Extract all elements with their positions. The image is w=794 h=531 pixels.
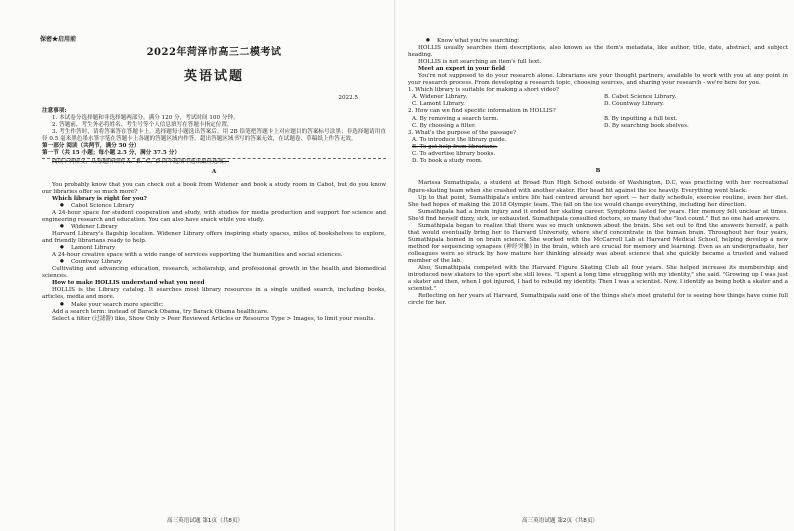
passage-b-para-4: Sumathipala began to realize that there was so much unknown about the brain. She set out to find the answers herself, a path that would eventually bring her to Harvard University, where she'd concentrate in the human brain. Throughout her four years, Sumathipala homed in on brain science. She worked with the McCarroll Lab at Harvard Medical School, helping develop a new method for sequencing synapses (神经突触) in the brain, which are crucial for memory and learning. Even as an undergraduate, her colleagues were so struck by how mature her thinking already was about science that she quickly became a trusted and valued member of the lab. [408, 222, 788, 264]
q3-option-c: C. To advertise library books. [412, 150, 496, 157]
q1-option-c: C. Lamont Library. [412, 101, 465, 108]
q3-option-d: D. To book a study room. [412, 157, 483, 164]
exam-date: 2022.5 [338, 95, 358, 102]
subject-title: 英语试题 [183, 69, 244, 85]
page-divider [394, 0, 395, 531]
notes-heading: 注意事项: [42, 107, 67, 114]
q2-option-c: C. By choosing a filter. [412, 122, 476, 129]
heading-which-library: Which library is right for you? [52, 195, 147, 202]
library-desc-lamont: A 24-hour creative space with a wide range of services supporting the humanities and social sciences. [52, 252, 343, 259]
library-name-cabot: ● Cabot Science Library [42, 203, 386, 210]
tip-specific: ● Make your search more specific: [42, 302, 386, 309]
q3-option-b: B. To get help from librarians. [412, 143, 498, 150]
passage-b-para-1: Marissa Sumathipala, a student at Broad Run High School outside of Washington, D.C, was practicing with her recreational figure-skating team when she crashed with another skater. Her head hit against the ice heavily. Everything went black. [408, 180, 788, 194]
page-2-footer: 高三英语试题 第2页（共8页） [521, 518, 599, 524]
library-desc-widener: Harvard Library's flagship location. Widener Library offers inspiring study spaces, miles of bookshelves to explore, and friendly librarians ready to help. [42, 231, 386, 245]
passage-b-para-6: Reflecting on her years at Harvard, Sumathipala said one of the things she's most grateful for is seeing how things have come full circle for her. [408, 293, 788, 307]
part-1-heading: 第一部分 阅读（共两节，满分 50 分） [42, 142, 140, 149]
question-2-options [408, 116, 788, 130]
tip-specific-body: Add a search term: instead of Barack Obama, try Barack Obama healthcare. [52, 308, 269, 315]
tip-know: ● Know what you're searching: [408, 38, 788, 45]
heading-hollis: How to make HOLLIS understand what you need [52, 280, 205, 287]
page-1-footer: 高三英语试题 第1页（共8页） [166, 518, 244, 524]
note-2: 2. 答题前，考生务必将姓名、考生号等个人信息填写在答题卡指定位置。 [52, 121, 233, 128]
q1-option-b: B. Cabot Science Library. [604, 94, 677, 101]
section-1-heading: 第一节（共 15 小题；每小题 2.5 分，满分 37.5 分） [42, 149, 180, 156]
note-1: 1. 本试卷分选择题和非选择题两部分。满分 120 分，考试时间 100 分钟。 [52, 114, 239, 121]
library-desc-countway: Cultivating and advancing education, research, scholarship, and professional growth in the health and biomedical sciences. [42, 266, 386, 280]
note-3: 3. 考生作答时，请将答案答在答题卡上。选择题每小题选出答案后，用 2B 铅笔把答题卡上对应题目的答案标号涂黑；非选择题请用直径 0.5 毫米黑色墨水签字笔在答题卡上各题的答题区域内作答。超出答题区域书写的答案无效，在试题卷、草稿纸上作答无效。 [42, 128, 386, 142]
page-2 [398, 0, 794, 531]
library-name-lamont: ● Lamont Library [42, 245, 386, 252]
meet-expert-body: You're not supposed to do your research alone. Librarians are your thought partners, available to work with you at any point in your research process. From developing a research topic, choosing sources, and sharing your research - we're here for you. [408, 73, 788, 87]
library-desc-cabot: A 24-hour space for student cooperation and study, with studios for media production and support for science and engineering research and education. You can also have snack while you study. [42, 209, 386, 223]
library-name-widener: ● Widener Library [42, 224, 386, 231]
passage-b-label: B [595, 167, 601, 174]
question-1: 1. Which library is suitable for making a short video? [408, 87, 559, 94]
q1-option-d: D. Countway Library. [604, 101, 664, 108]
question-3: 3. What's the purpose of the passage? [408, 129, 516, 136]
q2-option-a: A. By removing a search term. [412, 115, 499, 122]
heading-meet-expert: Meet an expert in your field [418, 66, 506, 73]
passage-b-para-3: Sumathipala had a brain injury and it ended her skating career. Symptoms lasted for years. Her memory felt unclear at times. She'd find herself dizzy, sick, or exhausted. Sumathipala consulted doctors, so many that she "lost count." But no one had answers. [408, 208, 788, 222]
passage-b-para-2: Up to that point, Sumathipala's entire life had centred around her sport — her daily schedule, exercise routine, even her diet. She had hopes of making the 2018 Olympic team. The fall on the ice would change everything, including her direction. [408, 194, 788, 208]
exam-title: 2022年菏泽市高三二模考试 [146, 47, 282, 59]
q1-option-a: A. Widener Library. [412, 94, 468, 101]
library-name-countway: ● Countway Library [42, 259, 386, 266]
tip-specific-body-2: Select a filter (过滤器) like, Show Only > Peer Reviewed Articles or Resource Type > Images, to limit your results. [52, 315, 376, 322]
page-1 [0, 0, 392, 531]
q3-option-a: A. To introduce the library guide. [412, 136, 507, 143]
passage-a-label: A [211, 169, 217, 176]
q2-option-d: D. By searching book shelves. [604, 122, 689, 129]
question-1-options [408, 94, 788, 108]
hollis-intro: HOLLIS is the Library catalog. It searches most library resources in a single unified search, including books, articles, media and more. [42, 287, 386, 301]
confidential-mark: 保密★启用前 [40, 36, 77, 43]
tip-know-body: HOLLIS usually searches item descriptions, also known as the item's metadata, like author, title, date, abstract, and subject heading. [408, 45, 788, 59]
q2-option-b: B. By inputting a full text. [604, 115, 678, 122]
passage-b-para-5: Also, Sumathipala competed with the Harvard Figure Skating Club all four years. She helped increase its membership and introduced new skaters to the sport she still loves. "I spent a long time struggling with my identity," she said. "Growing up I was just a skater and then, when I got injured, I had to rebuild my identity. Then I was a scientist. Now, I identify as being both a skater and a scientist." [408, 265, 788, 293]
question-2: 2. How can we find specific information in HOLLIS? [408, 108, 556, 115]
tip-know-body-2: HOLLIS is not searching an item's full text. [418, 59, 542, 66]
passage-a-intro: You probably know that you can check out a book from Widener and book a study room in Cabot, but do you know our libraries offer so much more? [42, 181, 386, 195]
instruction: 阅读下列短文，从每题所给的 A、B、C、D 四个选项中选出最佳选项。 [52, 159, 230, 166]
